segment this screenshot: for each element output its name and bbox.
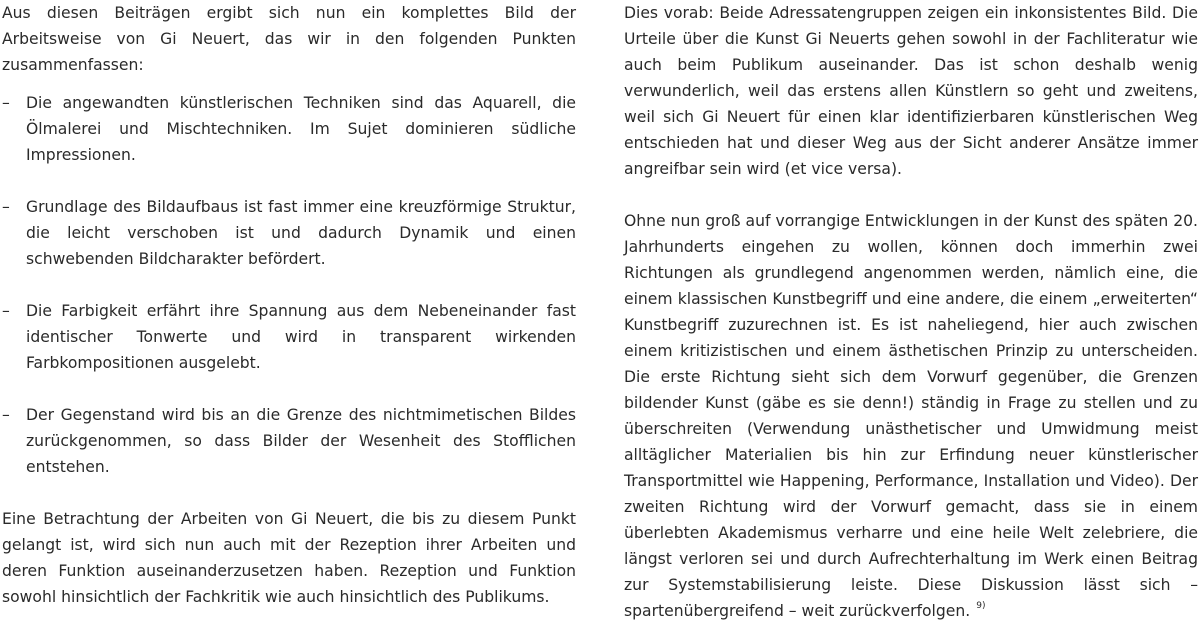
dash-bullet: –: [2, 94, 10, 112]
list-item-text: Grundlage des Bildaufbaus ist fast immer eine kreuzförmige Struktur, die leicht verschoben ist und dadurch Dynamik und einen schwebenden Bildcharakter befördert.: [26, 198, 576, 268]
dash-bullet: –: [2, 302, 10, 320]
list-item-text: Die Farbigkeit erfährt ihre Spannung aus dem Nebeneinander fast identischer Tonwerte und wird in transparent wirkenden Farbkompositionen ausgelebt.: [26, 302, 576, 372]
dash-bullet: –: [2, 406, 10, 424]
footnote-marker: 9): [976, 600, 986, 611]
list-item-text: Die angewandten künstlerischen Techniken sind das Aquarell, die Ölmalerei und Mischtechniken. Im Sujet dominieren südliche Impressionen.: [26, 94, 576, 164]
list-item-text: Der Gegenstand wird bis an die Grenze des nichtmimetischen Bildes zurückgenommen, so dass Bilder der Wesenheit des Stofflichen entstehen.: [26, 406, 576, 476]
list-item: [2, 298, 576, 376]
left-column: [2, 0, 576, 610]
list-item: [2, 194, 576, 272]
paragraph-addressees: Dies vorab: Beide Adressatengruppen zeigen ein inkonsistentes Bild. Die Urteile über die Kunst Gi Neuerts gehen sowohl in der Fachliteratur wie auch beim Publikum auseinander. Das ist schon deshalb wenig verwunderlich, weil das erstens allen Künstlern so geht und zweitens, weil sich Gi Neuert für einen klar identifizierbaren künstlerischen Weg entschieden hat und dieser Weg aus der Sicht anderer Ansätze immer angreifbar sein wird (et vice versa).: [624, 4, 1198, 178]
dash-bullet: –: [2, 198, 10, 216]
paragraph-art-directions-text: Ohne nun groß auf vorrangige Entwicklungen in der Kunst des späten 20. Jahrhunderts eingehen zu wollen, können doch immerhin zwei Richtungen als grundlegend angenommen werden, nämlich eine, die einem klassischen Kunstbegriff und eine andere, die einem „erweiterten“ Kunstbegriff zuzurechnen ist. Es ist naheliegend, hier auch zwischen einem kritizistischen und einem ästhetischen Prinzip zu unterscheiden. Die erste Richtung sieht sich dem Vorwurf gegenüber, die Grenzen bildender Kunst (gäbe es sie denn!) ständig in Frage zu stellen und zu überschreiten (Verwendung unästhetischer und Umwidmung meist alltäglicher Materialien bis hin zur Erfindung neuer künstlerischer Transportmittel wie Happening, Performance, Installation und Video). Der zweiten Richtung wird der Vorwurf gemacht, dass sie in einem überlebten Akademismus verharre und eine heile Welt zelebriere, die längst verloren sei und durch Aufrechterhaltung im Werk einen Beitrag zur Systemstabilisierung leiste. Diese Diskussion lässt sich – spartenübergreifend – weit zurückverfolgen.: [624, 212, 1198, 620]
right-column: [624, 0, 1198, 624]
paragraph-art-directions: [624, 208, 1198, 624]
closing-paragraph: Eine Betrachtung der Arbeiten von Gi Neuert, die bis zu diesem Punkt gelangt ist, wird sich nun auch mit der Rezeption ihrer Arbeiten und deren Funktion auseinanderzusetzen haben. Rezeption und Funktion sowohl hinsichtlich der Fachkritik wie auch hinsichtlich des Publikums.: [2, 510, 576, 606]
list-item: [2, 90, 576, 168]
characteristics-list: [2, 90, 576, 480]
list-item: [2, 402, 576, 480]
intro-paragraph: Aus diesen Beiträgen ergibt sich nun ein komplettes Bild der Arbeitsweise von Gi Neuert, das wir in den folgenden Punkten zusammenfassen:: [2, 4, 576, 74]
